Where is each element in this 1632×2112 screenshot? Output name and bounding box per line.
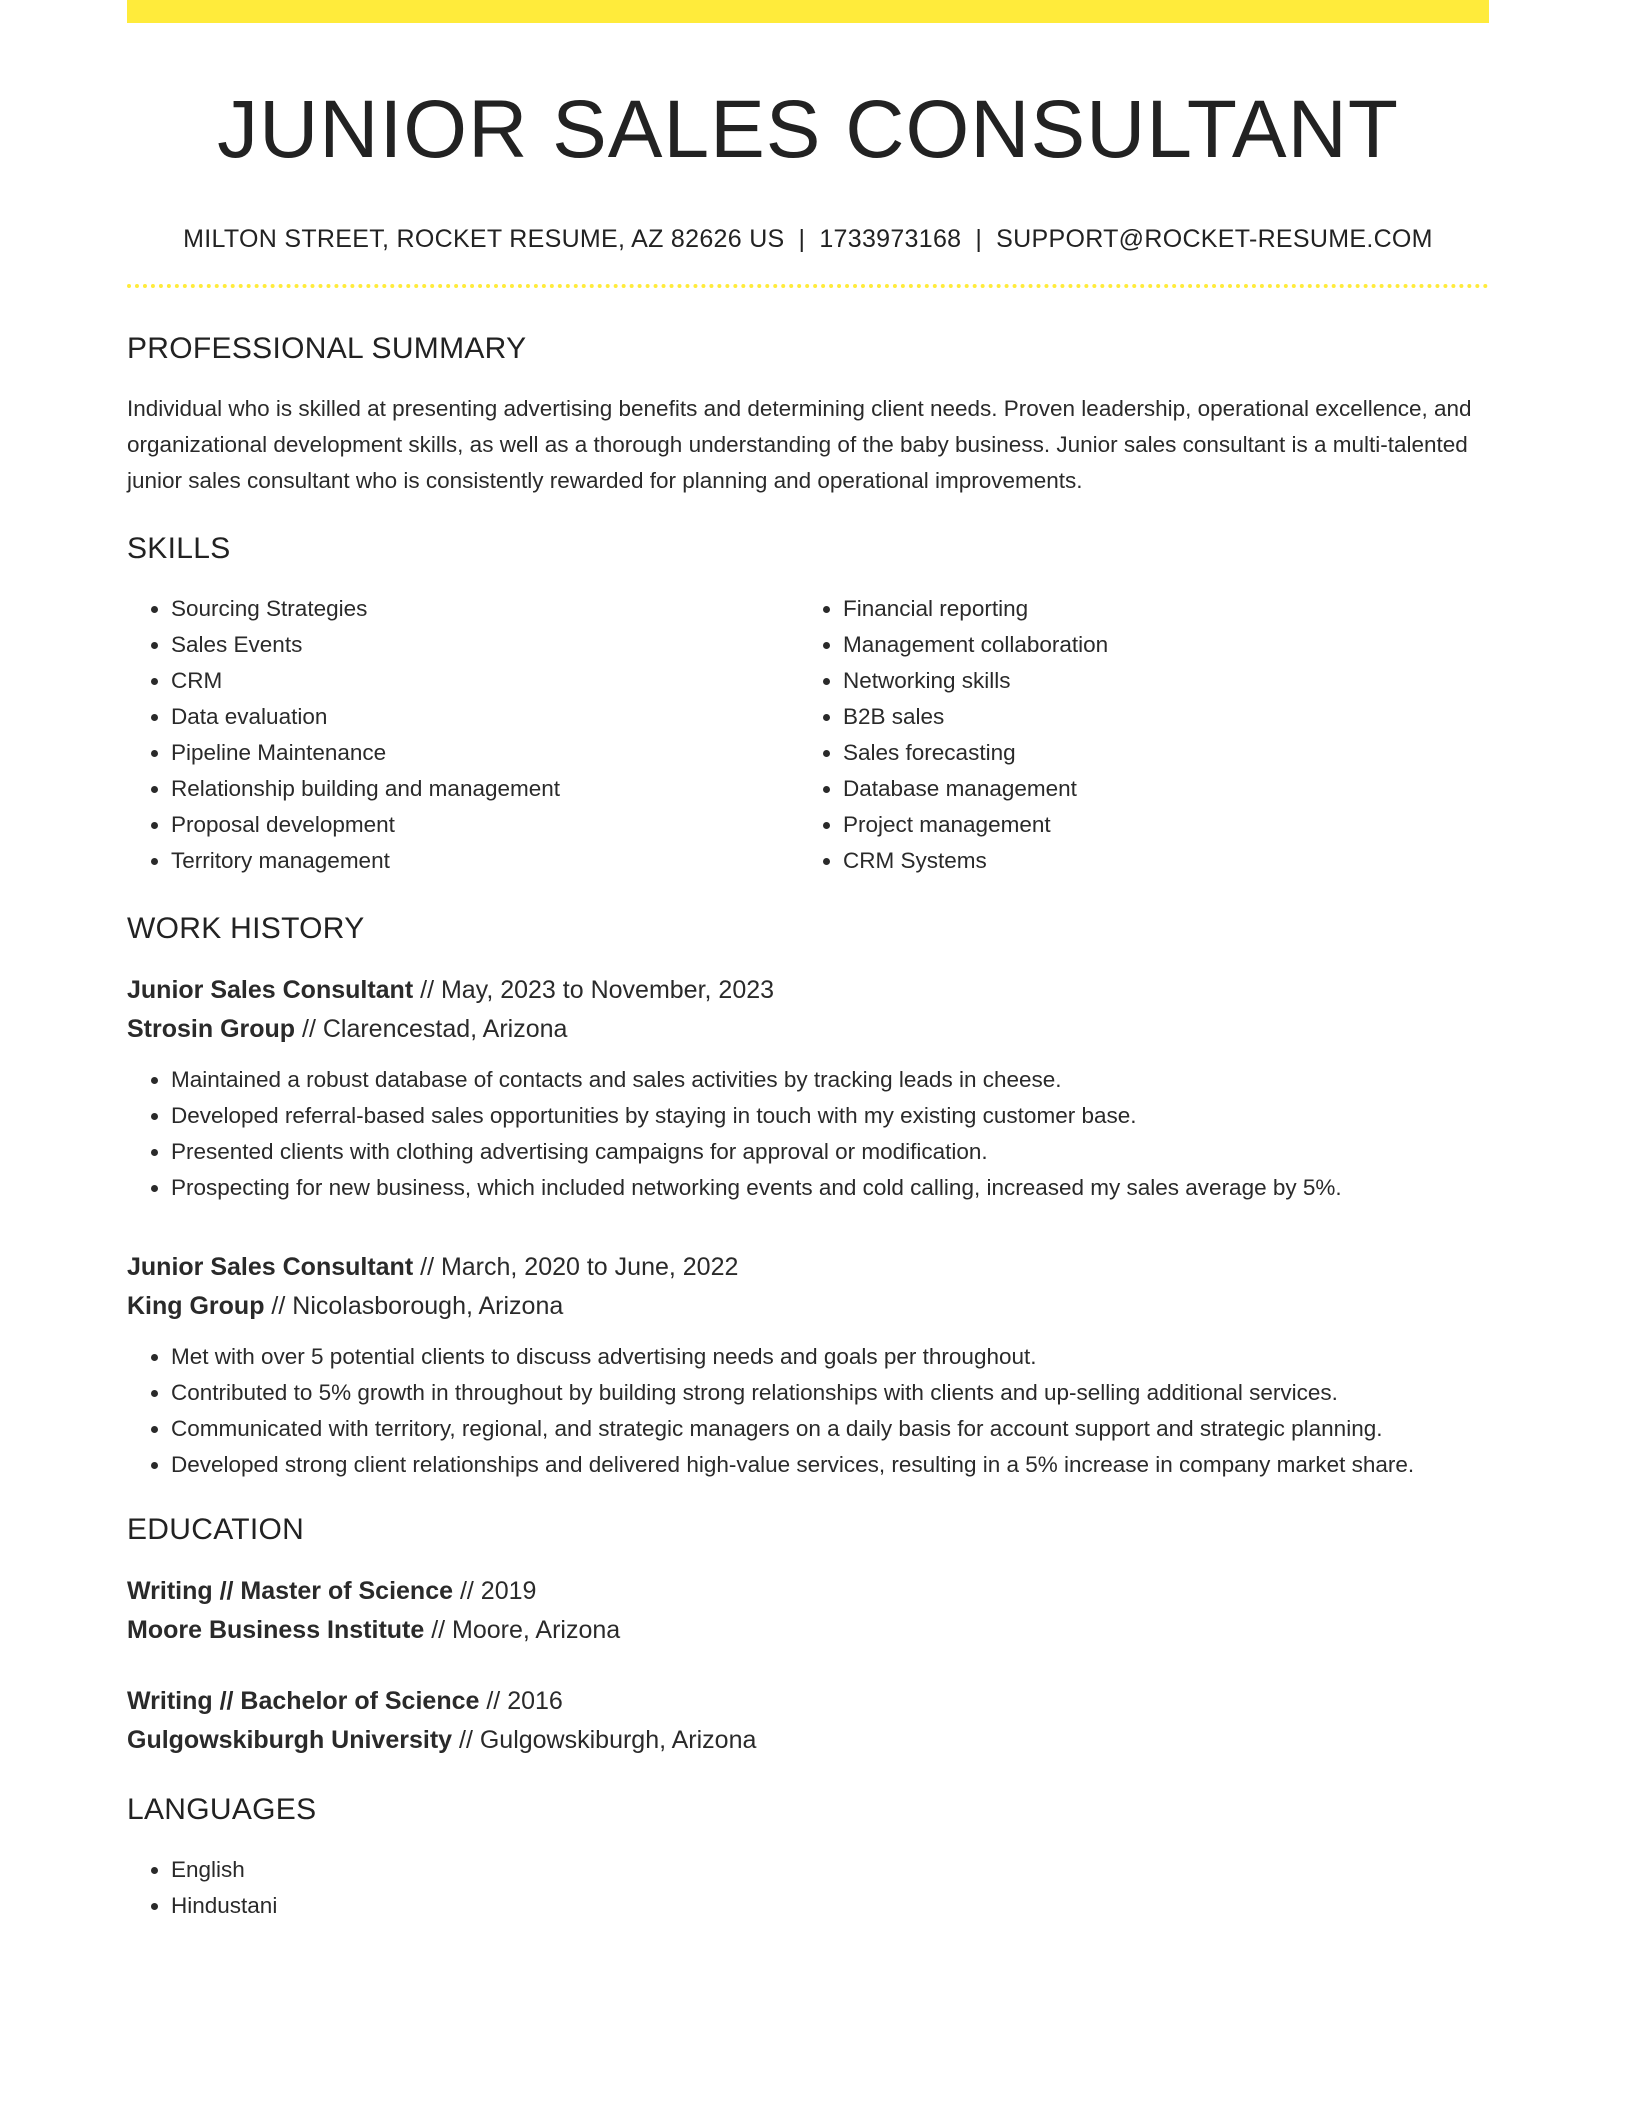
dotted-divider — [127, 284, 1489, 288]
skills-column-right — [799, 591, 1471, 879]
job-bullets — [127, 1339, 1489, 1483]
job-bullet: • Maintained a robust database of contacts and sales activities by tracking leads in cheese. — [171, 1062, 1489, 1098]
job-bullet: • Met with over 5 potential clients to discuss advertising needs and goals per throughout. — [171, 1339, 1489, 1375]
languages-heading: LANGUAGES — [127, 1793, 317, 1827]
skill-item: • Networking skills — [843, 663, 1471, 699]
job-bullet: • Communicated with territory, regional, and strategic managers on a daily basis for account support and strategic planning. — [171, 1411, 1489, 1447]
education-location: // Moore, Arizona — [424, 1616, 621, 1645]
job-bullet: • Developed referral-based sales opportunities by staying in touch with my existing customer base. — [171, 1098, 1489, 1134]
skill-item: • Data evaluation — [171, 699, 799, 735]
job-bullet: • Presented clients with clothing advertising campaigns for approval or modification. — [171, 1134, 1489, 1170]
education-year: // 2016 — [479, 1687, 563, 1716]
skill-item: • Territory management — [171, 843, 799, 879]
job-bullets — [127, 1062, 1489, 1206]
job-company-line — [127, 1010, 1489, 1049]
skill-item: • Pipeline Maintenance — [171, 735, 799, 771]
job-entry — [127, 1248, 1489, 1483]
job-title: Junior Sales Consultant — [127, 1253, 414, 1282]
job-title: Junior Sales Consultant — [127, 976, 414, 1005]
skill-item: • Sales forecasting — [843, 735, 1471, 771]
skills-list-left — [127, 591, 799, 879]
summary-section — [127, 332, 1489, 499]
education-location: // Gulgowskiburgh, Arizona — [452, 1726, 757, 1755]
skill-item: • CRM Systems — [843, 843, 1471, 879]
job-dates: // March, 2020 to June, 2022 — [413, 1253, 739, 1282]
skill-item: • Sales Events — [171, 627, 799, 663]
job-entry — [127, 971, 1489, 1206]
contact-line — [127, 225, 1489, 254]
skills-heading: SKILLS — [127, 532, 231, 566]
skills-columns — [127, 591, 1489, 879]
work-history-heading: WORK HISTORY — [127, 912, 365, 946]
education-school: Moore Business Institute — [127, 1616, 425, 1645]
job-bullet: • Developed strong client relationships and delivered high-value services, resulting in a 5% increase in company market share. — [171, 1447, 1489, 1483]
education-entry — [127, 1572, 1489, 1650]
job-company: King Group — [127, 1292, 265, 1321]
job-company-line — [127, 1287, 1489, 1326]
contact-address: MILTON STREET, ROCKET RESUME, AZ 82626 US — [183, 225, 785, 254]
contact-phone: 1733973168 — [819, 225, 962, 254]
skill-item: • B2B sales — [843, 699, 1471, 735]
skill-item: • Database management — [843, 771, 1471, 807]
skill-item: • Proposal development — [171, 807, 799, 843]
skill-item: • Project management — [843, 807, 1471, 843]
education-school: Gulgowskiburgh University — [127, 1726, 453, 1755]
education-degree-line — [127, 1572, 1489, 1611]
work-history-section — [127, 912, 1489, 1483]
skill-item: • CRM — [171, 663, 799, 699]
contact-separator: | — [798, 225, 806, 254]
accent-top-bar — [127, 0, 1489, 23]
skills-column-left — [127, 591, 799, 879]
skills-list-right — [799, 591, 1471, 879]
language-item: • English — [171, 1852, 1489, 1888]
languages-list — [127, 1852, 1489, 1924]
skills-section — [127, 532, 1489, 879]
education-degree-line — [127, 1682, 1489, 1721]
contact-separator: | — [975, 225, 983, 254]
languages-section — [127, 1793, 1489, 1924]
education-degree: Writing // Master of Science — [127, 1577, 454, 1606]
job-bullet: • Prospecting for new business, which included networking events and cold calling, increased my sales average by 5%. — [171, 1170, 1489, 1206]
education-school-line — [127, 1721, 1489, 1760]
education-heading: EDUCATION — [127, 1513, 305, 1547]
skill-item: • Management collaboration — [843, 627, 1471, 663]
contact-email: SUPPORT@ROCKET-RESUME.COM — [996, 225, 1433, 254]
education-section — [127, 1513, 1489, 1760]
summary-heading: PROFESSIONAL SUMMARY — [127, 332, 527, 366]
resume-page — [127, 0, 1489, 1924]
education-degree: Writing // Bachelor of Science — [127, 1687, 480, 1716]
skill-item: • Financial reporting — [843, 591, 1471, 627]
summary-text: Individual who is skilled at presenting advertising benefits and determining client needs. Proven leadership, operational excellence, and organizational development skills, as well as a thorough understanding of the baby business. Junior sales consultant is a multi-talented junior sales consultant who is consistently rewarded for planning and operational improvements. — [127, 396, 1472, 494]
education-year: // 2019 — [453, 1577, 537, 1606]
skill-item: • Relationship building and management — [171, 771, 799, 807]
resume-name: JUNIOR SALES CONSULTANT — [217, 84, 1399, 175]
skill-item: • Sourcing Strategies — [171, 591, 799, 627]
job-bullet: • Contributed to 5% growth in throughout by building strong relationships with clients and up-selling additional services. — [171, 1375, 1489, 1411]
job-dates: // May, 2023 to November, 2023 — [413, 976, 775, 1005]
job-title-line — [127, 1248, 1489, 1287]
language-item: • Hindustani — [171, 1888, 1489, 1924]
job-company: Strosin Group — [127, 1015, 296, 1044]
job-title-line — [127, 971, 1489, 1010]
education-school-line — [127, 1611, 1489, 1650]
education-entry — [127, 1682, 1489, 1760]
job-location: // Nicolasborough, Arizona — [264, 1292, 564, 1321]
job-location: // Clarencestad, Arizona — [295, 1015, 568, 1044]
